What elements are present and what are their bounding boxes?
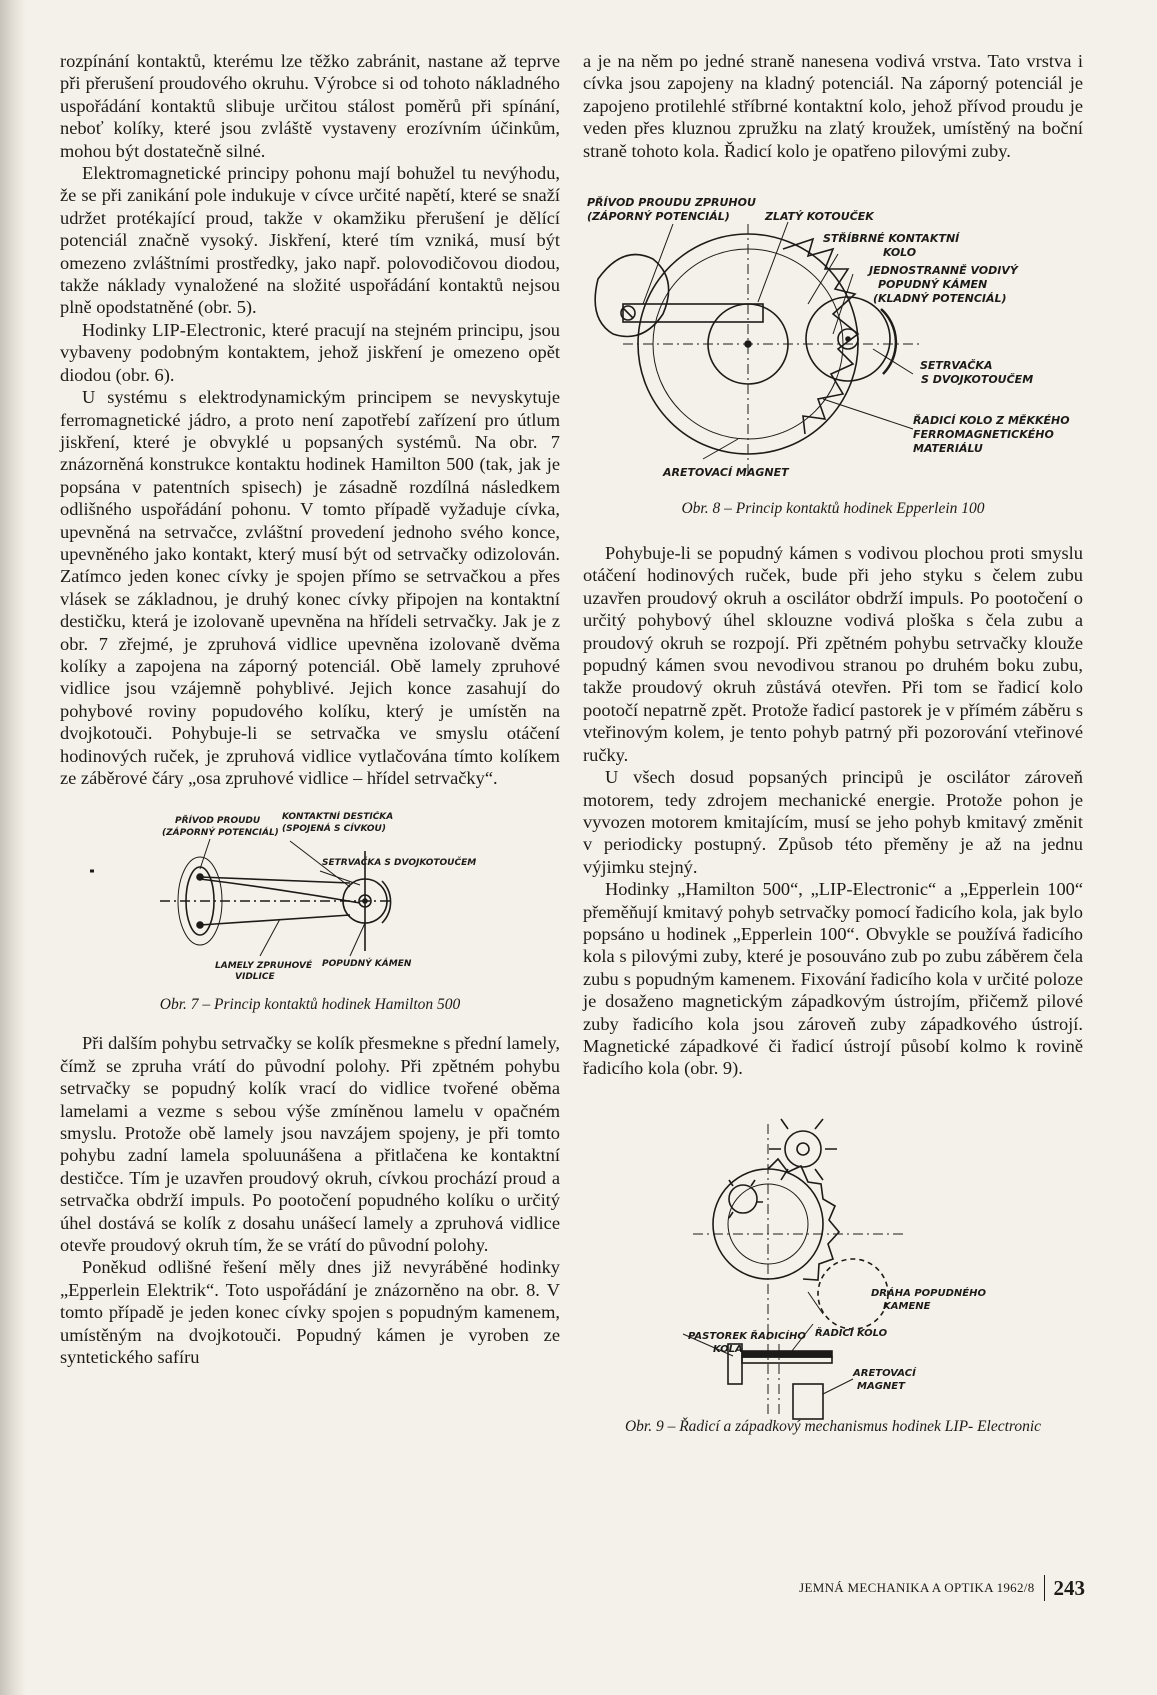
page-footer: [799, 1575, 1085, 1601]
fig8-label-privod: PŘÍVOD PROUDU ZPRUHOU: [587, 196, 756, 210]
fig9-label-pastorek: PASTOREK ŘADICÍHO: [688, 1330, 806, 1342]
journal-title: JEMNÁ MECHANIKA A OPTIKA 1962/8: [799, 1580, 1035, 1595]
figure-7: [60, 811, 560, 1014]
fig9-label-pastorek-2: KOLA: [713, 1343, 743, 1355]
fig8-label-jedno: JEDNOSTRANNĚ VODIVÝ: [869, 264, 1018, 278]
fig8-label-radici: ŘADICÍ KOLO Z MĚKKÉHO: [913, 414, 1070, 428]
figure-8-caption: Obr. 8 – Princip kontaktů hodinek Epperlein 100: [681, 500, 985, 518]
fig9-label-radici: ŘADICÍ KOLO: [815, 1327, 888, 1339]
fig7-label-privod: PŘÍVOD PROUDU: [175, 816, 261, 827]
left-column: [60, 50, 560, 1369]
fig8-label-zlaty: ZLATÝ KOTOUČEK: [765, 210, 874, 224]
footer-divider: [1044, 1575, 1045, 1601]
fig8-label-stribrne: STŘÍBRNÉ KONTAKTNÍ: [823, 232, 960, 246]
fig8-label-aret: ARETOVACÍ MAGNET: [663, 466, 789, 480]
paragraph: Hodinky „Hamilton 500“, „LIP-Electronic“ a „Epperlein 100“ přeměňují kmitavý pohyb setrvačky pomocí řadicího kola, jak bylo popsáno u hodinek „Epperlein 100“. Obvykle se používá řadicího kola s pilovými zuby, které je posouváno zub po zubu záběrem čela zubu s popudným kamenem. Fixování řadicího kola v určité poloze je dosaženo magnetickým západkovým ústrojím, přičemž pilové zuby řadicího kola jsou zároveň zuby západkového ústrojí. Magnetické západkové či řadicí ústrojí působí kolmo k rovině řadicího kola (obr. 9).: [583, 879, 1083, 1079]
paragraph: U systému s elektrodynamickým principem se nevyskytuje ferromagnetické jádro, a proto není zapotřebí zařízení pro útlum jiskření, které je obvyklé u popsaných systémů. Na obr. 7 znázorněná konstrukce kontaktu hodinek Hamilton 500 (tak, jak je popsána v patentních spisech) je zásadně rozdílná následkem odlišného uspořádání pohonu. V tomto případě vyžaduje cívka, upevněná na setrvačce, zvláštní provedení jednoho svého konce, upevněného jako kontakt, který musí být od setrvačky odizolován. Zatímco jeden konec cívky je spojen přímo se setrvačkou a přes vlásek se základnou, je druhý konec cívky připojen na kontaktní destičku, která je izolovaně upevněna na hřídeli setrvačky. Jak je z obr. 7 zřejmé, je zpruhová vidlice upevněna izolovaně dvěma kolíky a zapojena na záporný potenciál. Obě lamely zpruhové vidlice jsou vzájemně pohyblivé. Jejich konce zasahují do pohybové roviny popudového kolíku, který je umístěn na dvojkotouči. Pohybuje-li se setrvačka ve smyslu otáčení hodinových ruček, je zpruhová vidlice vytlačována tímto kolíkem ze záběrové čáry „osa zpruhové vidlice – hřídel setrvačky“.: [60, 387, 560, 788]
fig8-label-radici-3: MATERIÁLU: [913, 442, 983, 456]
fig8-label-jedno-3: (KLADNÝ POTENCIÁL): [873, 292, 1007, 306]
fig8-label-setrv-2: S DVOJKOTOUČEM: [921, 373, 1034, 387]
fig9-label-draha: DRÁHA POPUDNÉHO: [871, 1287, 986, 1299]
figure-8: [583, 184, 1083, 518]
paragraph: a je na něm po jedné straně nanesena vodivá vrstva. Tato vrstva i cívka jsou zapojeny na kladný potenciál. Na záporný potenciál je zapojeno protilehlé stříbrné kontaktní kolo, jehož přívod proudu je veden přes kluznou zpružku na zlatý kroužek, umístěný na boční straně tohoto kola. Řadicí kolo je opatřeno pilovými zuby.: [583, 51, 1083, 161]
fig9-label-aret: ARETOVACÍ: [853, 1367, 916, 1379]
fig9-label-draha-2: KAMENE: [883, 1300, 931, 1312]
fig7-label-setrvacka: SETRVAČKA S DVOJKOTOUČEM: [322, 858, 477, 869]
paragraph: U všech dosud popsaných principů je oscilátor zároveň motorem, tedy zdrojem mechanické energie. Protože pohon je vyvozen motorem kmitajícím, musí se jeho pohyb kmitavý změnit v periodicky postupný. Způsob této přeměny je až na jednu výjimku stejný.: [583, 767, 1083, 877]
fig8-label-privod-2: (ZÁPORNÝ POTENCIÁL): [587, 210, 730, 224]
fig8-label-radici-2: FERROMAGNETICKÉHO: [913, 428, 1054, 442]
paragraph: Při dalším pohybu setrvačky se kolík přesmekne s přední lamely, čímž se zpruha vrátí do původní polohy. Při zpětném pohybu setrvačky se popudný kolík vrací do vidlice tvořené oběma lamelami a vezme s sebou výše zmíněnou lamelu v opačném smyslu. Protože obě lamely jsou navzájem spojeny, je při tomto pohybu zadní lamela spoluunášena a přitlačena ke kontaktní destičce. Tím je uzavřen proudový okruh, cívkou prochází proud a setrvačka obdrží impuls. Po pootočení popudného kolíku o určitý úhel dostává se kolík z dosahu unášecí lamely a zpruhová vidlice otevře proudový okruh tím, že se vrátí do původní polohy.: [60, 1033, 560, 1256]
fig7-label-privod-2: (ZÁPORNÝ POTENCIÁL): [162, 828, 279, 839]
right-column: [583, 50, 1083, 1436]
fig8-label-stribrne-2: KOLO: [883, 246, 917, 260]
figure-9: [583, 1094, 1083, 1436]
fig7-label-destička-2: (SPOJENÁ S CÍVKOU): [282, 824, 386, 835]
fig7-label-lamely-2: VIDLICE: [235, 972, 275, 983]
fig7-label-lamely: LAMELY ZPRUHOVÉ: [215, 961, 313, 972]
paragraph: Pohybuje-li se popudný kámen s vodivou plochou proti smyslu otáčení hodinových ruček, bude při jeho styku s čelem zubu uzavřen proudový okruh a oscilátor obdrží impuls. Po pootočení o určitý pohybový úhel sklouzne vodivá ploška s čela zubu a proudový okruh se rozpojí. Při zpětném pohybu setrvačky klouže popudný kámen svou nevodivou stranou po druhém boku zubu, takže proudový okruh zůstává otevřen. Při tom se řadicí kolo pootočí nepatrně zpět. Protože řadicí pastorek je v přímém záběru s vteřinovým kolem, je tento pohyb patrný při pozorování vteřinové ručky.: [583, 543, 1083, 765]
figure-9-diagram: [583, 1094, 1083, 1424]
paragraph: Hodinky LIP-Electronic, které pracují na stejném principu, jsou vybaveny podobným kontaktem, jehož jiskření je omezeno opět diodou (obr. 6).: [60, 319, 560, 385]
page-gutter-shadow: [0, 0, 26, 1695]
fig7-label-kamen: POPUDNÝ KÁMEN: [322, 959, 412, 970]
page-number: 243: [1053, 1575, 1085, 1600]
paragraph: Poněkud odlišné řešení měly dnes již nevyráběné hodinky „Epperlein Elektrik“. Toto uspořádání je znázorněno na obr. 8. V tomto případě je jeden konec cívky spojen s popudným kamenem, umístěným na dvojkotouči. Popudný kámen je vyroben ze syntetického safíru: [60, 1257, 560, 1368]
fig8-label-jedno-2: POPUDNÝ KÁMEN: [878, 278, 988, 292]
figure-8-diagram: [583, 184, 1083, 506]
figure-7-caption: Obr. 7 – Princip kontaktů hodinek Hamilton 500: [159, 996, 461, 1014]
fig9-label-aret-2: MAGNET: [857, 1380, 905, 1392]
fig7-label-destička: KONTAKTNÍ DESTIČKA: [282, 812, 394, 823]
figure-9-caption: Obr. 9 – Řadicí a západkový mechanismus hodinek LIP- Electronic: [624, 1417, 1042, 1435]
paragraph: Elektromagnetické principy pohonu mají bohužel tu nevýhodu, že se při zanikání pole indukuje v cívce určité napětí, které se snaží udržet protékající proud, takže v okamžiku přerušení je dělící potenciál značně vysoký. Jiskření, které tím vzniká, musí být omezeno zvláštními prostředky, jako např. polovodičovou diodou, takže náklady vynaložené na složité uspořádání kontaktů nejsou plně opodstatněné (obr. 5).: [60, 163, 560, 318]
fig8-label-setrv: SETRVAČKA: [920, 359, 993, 373]
paragraph: rozpínání kontaktů, kterému lze těžko zabránit, nastane až teprve při přerušení proudového okruhu. Výrobce si od tohoto nákladného uspořádání kontaktů slibuje určitou stálost poměrů při spínání, neboť kolíky, které jsou zvláště vystaveny erozívním účinkům, mohou být dostatečně silné.: [60, 51, 560, 161]
